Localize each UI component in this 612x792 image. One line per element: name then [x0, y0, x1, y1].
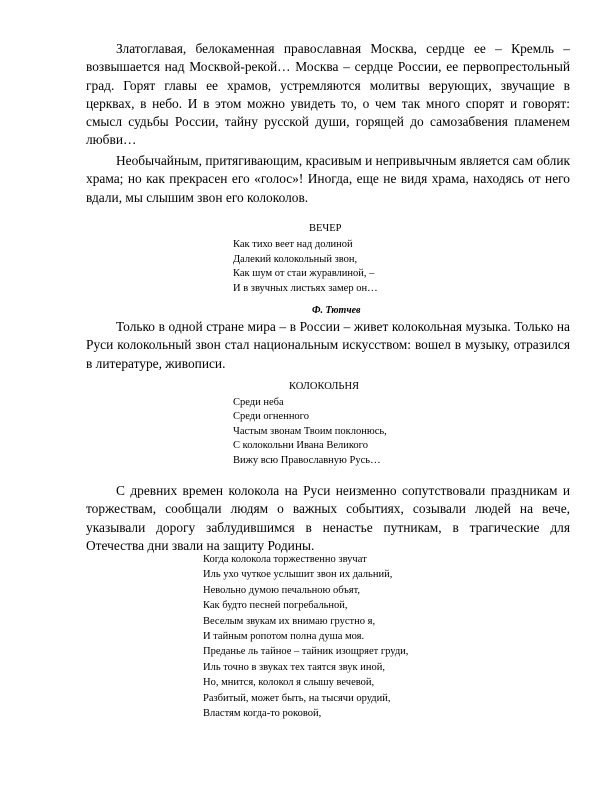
paragraph-temple-voice: Необычайным, притягивающим, красивым и непривычным является сам облик храма; но как прекрасен его «голос»! Иногда, еще не видя храма, находясь от него вдали, мы слышим звон его колоколов.	[86, 153, 570, 205]
poem-line: Разбитый, может быть, на тысячи орудий,	[203, 692, 391, 704]
poem-bells-ring	[203, 552, 408, 721]
poem-line: Как шум от стаи журавлиной, –	[233, 268, 375, 280]
poem-line: Как будто песней погребальной,	[203, 600, 348, 612]
poem-line: Вижу всю Православную Русь…	[233, 454, 381, 466]
poem-line: Преданье ль тайное – тайник изощряет груди,	[203, 646, 409, 658]
poem-evening	[233, 238, 378, 296]
poem-line: Иль точно в звуках тех таятся звук иной,	[203, 661, 385, 673]
poem-line: Среди неба	[233, 397, 284, 408]
poem-line: Когда колокола торжественно звучат	[203, 554, 367, 565]
poem-title-bell-tower: КОЛОКОЛЬНЯ	[289, 381, 360, 392]
poem-line: И тайным ропотом полна душа моя.	[203, 631, 365, 643]
paragraph-bell-history: С древних времен колокола на Руси неизменно сопутствовали праздникам и торжествам, сообщали людям о важных событиях, созывали людей на вече, указывали дорогу заблудившимся в ненастье путникам, в трагические для Отечества дни звали на защиту Родины.	[86, 483, 570, 553]
poem-bell-tower	[233, 396, 387, 468]
paragraph-moscow: Златоглавая, белокаменная православная Москва, сердце ее – Кремль – возвышается над Москвой-рекой… Москва – сердце России, ее первопрестольный град. Горят главы ее храмов, устремляются молитвы верующих, звучащие в церквах, в небо. И в этом можно увидеть то, о чем так много спорят и говорят: смысл судьбы России, тайну русской души, горящей до самозабвения пламенем любви…	[86, 41, 570, 148]
poem-line: Иль ухо чуткое услышит звон их дальний,	[203, 569, 393, 581]
poem-line: Как тихо веет над долиной	[233, 239, 353, 250]
poem-author: Ф. Тютчев	[312, 305, 361, 316]
poem-title-evening: ВЕЧЕР	[309, 223, 342, 234]
poem-line: Невольно думою печальною объят,	[203, 584, 361, 596]
poem-line: Веселым звукам их внимаю грустно я,	[203, 615, 376, 627]
poem-line: И в звучных листьях замер он…	[233, 282, 378, 294]
poem-line: Властям когда-то роковой,	[203, 708, 322, 720]
poem-line: Далекий колокольный звон,	[233, 253, 358, 265]
poem-line: Но, мнится, колокол я слышу вечевой,	[203, 677, 375, 689]
poem-line: С колокольни Ивана Великого	[233, 440, 368, 452]
poem-line: Частым звонам Твоим поклонюсь,	[233, 425, 387, 437]
paragraph-bell-music: Только в одной стране мира – в России – живет колокольная музыка. Только на Руси колокольный звон стал национальным искусством: вошел в музыку, отразился в литературе, живописи.	[86, 319, 570, 371]
poem-line: Среди огненного	[233, 411, 309, 423]
